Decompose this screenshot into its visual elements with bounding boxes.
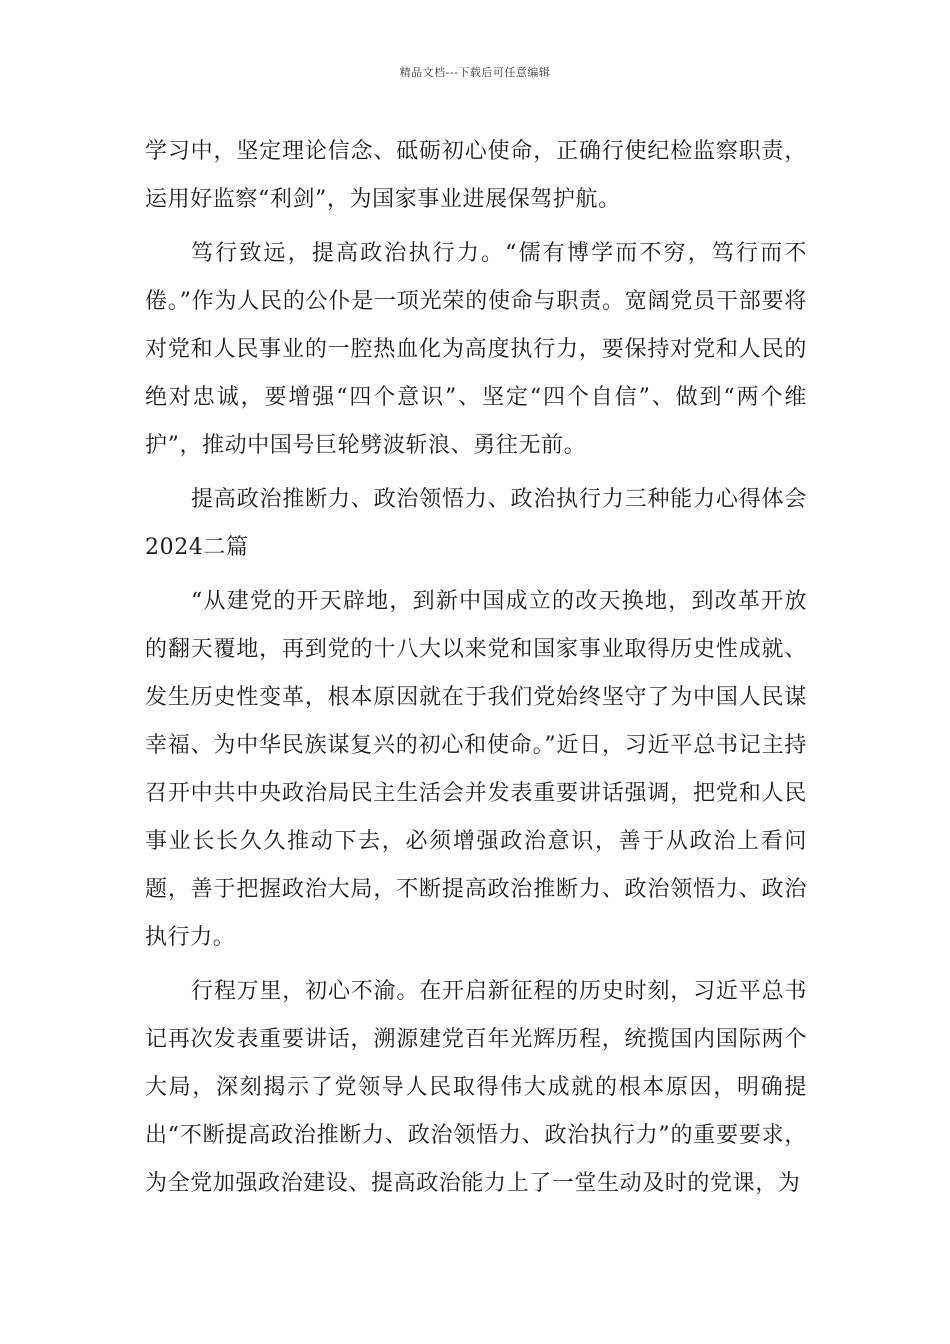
- paragraph-3-title: 提高政治推断力、政治领悟力、政治执行力三种能力心得体会2024二篇: [145, 487, 807, 560]
- paragraph-2: 笃行致远，提高政治执行力。“儒有博学而不穷，笃行而不倦。”作为人民的公仆是一项光荣的使命与职责。宽阔党员干部要将对党和人民事业的一腔热血化为高度执行力，要保持对党和人民的绝对忠诚，要增强“四个意识”、坚定“四个自信”、做到“两个维护”，推动中国号巨轮劈波斩浪、勇往无前。: [145, 241, 807, 458]
- document-body: [145, 128, 807, 1208]
- paragraph-5: 行程万里，初心不渝。在开启新征程的历史时刻，习近平总书记再次发表重要讲话，溯源建党百年光辉历程，统揽国内国际两个大局，深刻揭示了党领导人民取得伟大成就的根本原因，明确提出“不断提高政治推断力、政治领悟力、政治执行力”的重要要求，为全党加强政治建设、提高政治能力上了一堂生动及时的党课，为: [145, 979, 807, 1196]
- page-header: 精品文档---下载后可任意编辑: [399, 66, 551, 79]
- paragraph-4: “从建党的开天辟地，到新中国成立的改天换地，到改革开放的翻天覆地，再到党的十八大以来党和国家事业取得历史性成就、发生历史性变革，根本原因就在于我们党始终坚守了为中国人民谋幸福、为中华民族谋复兴的初心和使命。”近日，习近平总书记主持召开中共中央政治局民主生活会并发表重要讲话强调，把党和人民事业长长久久推动下去，必须增强政治意识，善于从政治上看问题，善于把握政治大局，不断提高政治推断力、政治领悟力、政治执行力。: [145, 589, 807, 950]
- paragraph-1: 学习中，坚定理论信念、砥砺初心使命，正确行使纪检监察职责，运用好监察“利剑”，为国家事业进展保驾护航。: [145, 139, 807, 212]
